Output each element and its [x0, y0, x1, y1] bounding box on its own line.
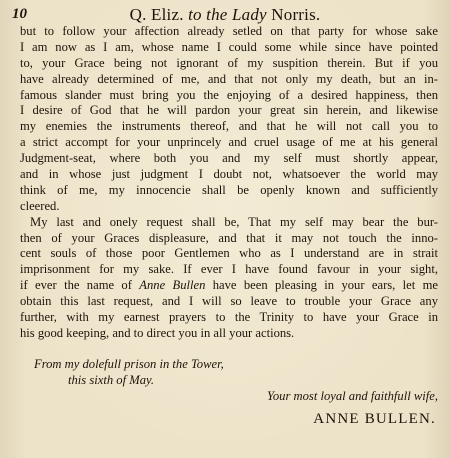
text-line: I desire of God that he will pardon your great sin herein, and likewise: [20, 103, 438, 118]
running-head-q: Q. Eliz.: [129, 5, 184, 24]
dateline-place: From my dolefull prison in the Tower,: [34, 357, 224, 371]
text-line: further, with my earnest prayers to the Trinity to have your Grace in: [20, 310, 438, 325]
text-line: if ever the name of Anne Bullen have been pleasing in your ears, let me: [20, 278, 438, 293]
dateline-date: this sixth of May.: [68, 373, 155, 387]
text-line: to, your Grace being not ignorant of my suspition therein. But if you: [20, 55, 438, 70]
valediction: Your most loyal and faithfull wife,: [267, 389, 438, 403]
text-line: cent souls of those poor Gentlemen who as I understand are in strait: [20, 246, 438, 261]
page-number: 10: [12, 6, 27, 22]
text-line: my enemies the instruments thereof, and that he will not call you to: [20, 119, 438, 134]
text-line: his good keeping, and to direct you in all your actions.: [20, 325, 295, 340]
italic-name: Anne Bullen: [139, 278, 206, 293]
text-line: a strict accompt for your unprincely and cruel usage of me at his general: [20, 135, 438, 150]
text-line: famous slander must bring you the enjoying of a desired happiness, then: [20, 87, 438, 102]
text-line: imprisonment for my sake. If ever I have found favour in your sight,: [20, 262, 438, 277]
running-head-name: Norris.: [271, 5, 321, 24]
text-line: My last and onely request shall be, That my self may bear the bur-: [30, 214, 438, 229]
text-line: I am now as I am, whose name I could some while since have pointed: [20, 39, 438, 54]
text-line: have already determined of me, and that not only my death, but an in-: [20, 71, 438, 86]
text-line: and in whose just judgment I doubt not, whatsoever the world may: [20, 167, 438, 182]
running-head-to: to the Lady: [188, 5, 267, 24]
letter-body: [20, 24, 438, 342]
text-line: obtain this last request, and I will so leave to trouble your Grace any: [20, 294, 438, 309]
text-line: think of me, my innocencie shall be openly known and sufficiently: [20, 182, 438, 197]
running-head: [12, 5, 438, 25]
signature: ANNE BULLEN.: [313, 411, 436, 427]
text-line: Judgment-seat, where both you and my self must shortly appear,: [20, 151, 438, 166]
text-line: cleered.: [20, 198, 60, 213]
text-line: then of your Graces displeasure, and that it may not touch the inno-: [20, 230, 438, 245]
text-line: but to follow your affection already setled on that party for whose sake: [20, 24, 438, 38]
page-header: [12, 4, 438, 26]
